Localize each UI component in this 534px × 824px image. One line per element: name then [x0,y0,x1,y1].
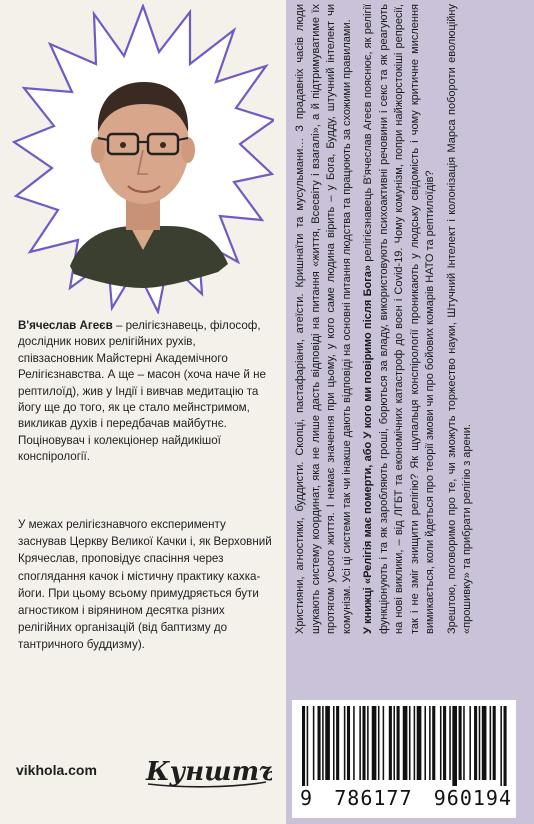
isbn-prefix: 9 [300,786,314,810]
blurb-text [293,4,511,634]
svg-text:Кунштъ: Кунштъ [146,757,272,787]
blurb-book-title: У книжці «Релігія має померти, або У кого ми повіримо після Бога» [362,264,374,634]
isbn-group-2: 960194 [433,786,512,810]
author-bio-2-text: У межах релігієзнавчого експерименту заснував Церкву Великої Качки і, як Верховний Крячеслав, проповідує спасіння через споглядання качок і містичну практику кахка-йоги. При цьому всьому примудряється бути агностиком і вірянином десятка різних релігійних організацій (від баптизму до тантричного буддизму). [18,518,272,652]
publisher-logo-icon [142,752,272,790]
barcode-bars [296,706,512,786]
author-bio [18,318,273,466]
barcode [292,700,516,818]
author-bio-2 [18,516,273,654]
publisher-logo [142,752,272,790]
website-link[interactable]: vikhola.com [16,762,97,778]
author-name: В'ячеслав Агеєв [18,319,113,332]
blurb-p2: релігієзнавець В'ячеслав Агеєв пояснює, як релігії функціонують і та як заробляють гроші, борються за владу, використовують психоактивні речовини і секс та як реагують на нові виклики, – від ЛГБТ та економічних катастроф до воєн і Covid-19. Чому комунізм, попри найжорстокіші репресії, так і не зміг знищити релігію? Як щупальця конспірології проникають у людську свідомість і чому критичне мислення вимикається, коли йдеться про теорії змови чи про бойових комарів НАТО та рептилоїдів? [362,4,436,634]
blurb-p3: Зрештою, поговоримо про те, чи зможуть торжество науки, Штучний Інтелект і колонізація Марса побороти еволюційну «прошивку» та прибрати релігію з арени. [445,4,473,634]
isbn-digits [300,786,512,810]
blurb-p1: Християни, агностики, буддисти. Скопці, пастафаріани, атеїсти. Кришнаїти та мусульмани… З прадавніх часів люди шукають систему координат, яка не лише дасть відповіді на питання «життя, Всесвіту і взагалі», а й підтримуватиме їх протягом усього життя. І немає значення при цьому, у кого саме людина вірить – у Бога, Будду, штучний інтелект чи комунізм. Усі ці системи так чи інакше дають відповіді на основні питання людства та працюють за схожими правилами. [294,4,353,634]
author-portrait-icon [12,4,274,314]
isbn-group-1: 786177 [334,786,413,810]
author-photo [12,4,274,314]
author-bio-text: – релігієзнавець, філософ, дослідник нових релігійних рухів, співзасновник Майстерні Академічного Релігієзнавства. А ще – масон (хоча наче й не рептилоїд), жив у Індії і вивчав медитацію та йогу ще до того, як це стало мейнстримом, викликав духів і передбачав майбутнє. Поціновувач і колекціонер найдикішої конспірології. [18,319,266,464]
